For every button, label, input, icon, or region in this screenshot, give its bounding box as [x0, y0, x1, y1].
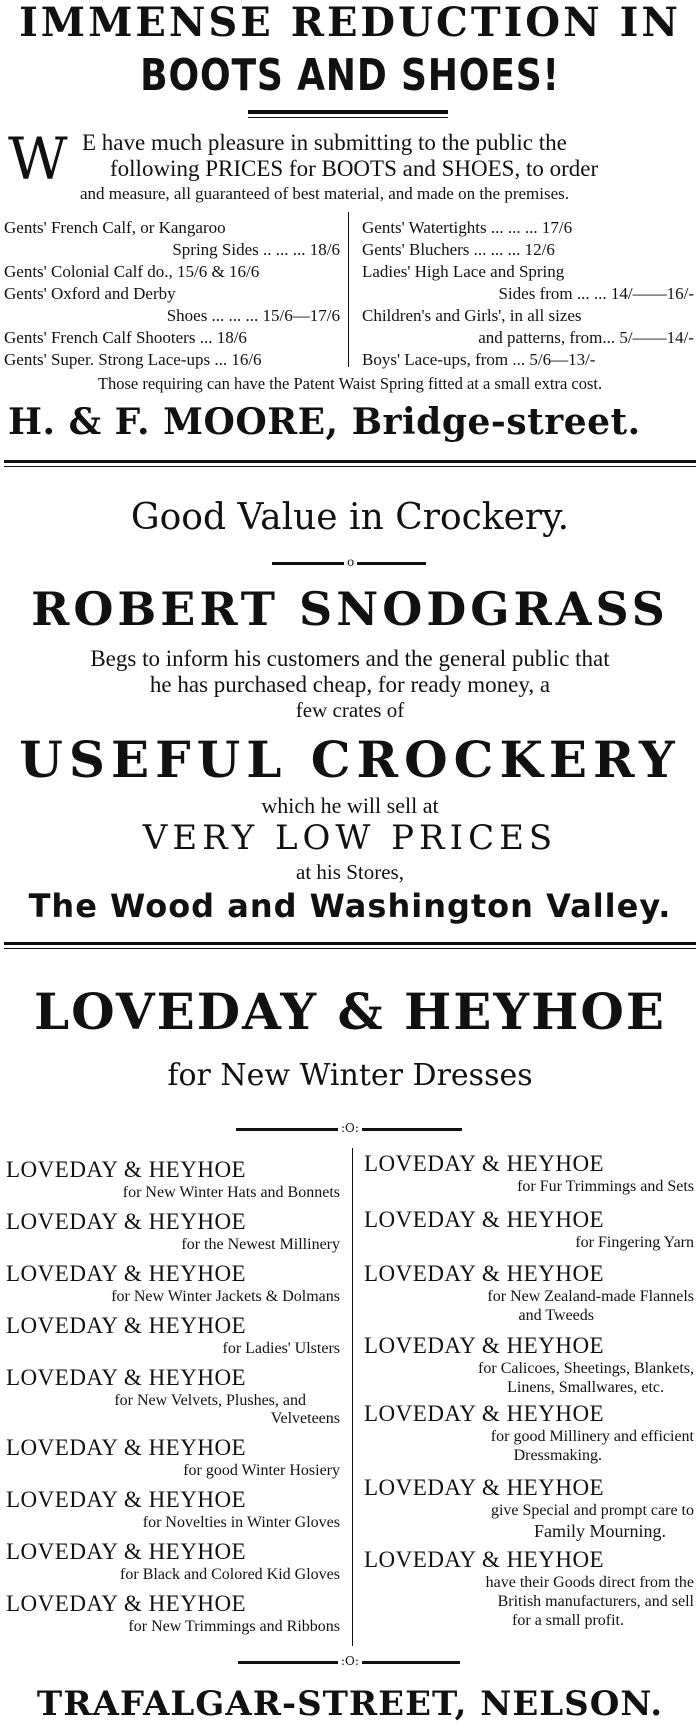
intro-line-3: and measure, all guaranteed of best material, and made on the premises.: [80, 184, 570, 203]
entry-name: LOVEDAY & HEYHOE: [6, 1365, 247, 1390]
intro-line-1: E have much pleasure in submitting to the public the: [82, 130, 567, 155]
crockery-location: The Wood and Washington Valley.: [28, 887, 672, 925]
entry-detail: for the Newest Millinery: [181, 1236, 340, 1253]
entry-name: LOVEDAY & HEYHOE: [364, 1333, 605, 1358]
entry-detail: Linens, Smallwares, etc.: [507, 1379, 664, 1396]
price-line: Children's and Girls', in all sizes: [362, 306, 582, 325]
boots-divider-thin: [248, 117, 448, 118]
price-line: Boys' Lace-ups, from ... 5/6—13/-: [362, 350, 596, 369]
crockery-line-3: few crates of: [295, 698, 405, 722]
entry-detail: for a small profit.: [512, 1612, 624, 1629]
crockery-line-2: he has purchased cheap, for ready money, a: [149, 672, 551, 697]
price-line: Spring Sides .. ... ... 18/6: [172, 240, 340, 259]
loveday-headline: LOVEDAY & HEYHOE: [34, 982, 666, 1041]
boots-signature: H. & F. MOORE, Bridge-street.: [8, 401, 641, 443]
entry-detail: for New Winter Hats and Bonnets: [122, 1184, 340, 1201]
price-line: Gents' Watertights ... ... ... 17/6: [362, 218, 573, 237]
price-line: Ladies' High Lace and Spring: [362, 262, 565, 281]
entry-detail: Dressmaking.: [513, 1447, 602, 1464]
entry-detail: and Tweeds: [518, 1307, 594, 1324]
entry-name: LOVEDAY & HEYHOE: [6, 1209, 247, 1234]
entry-detail: for good Winter Hosiery: [183, 1462, 340, 1479]
entry-detail: for Novelties in Winter Gloves: [142, 1514, 340, 1531]
crockery-line-5: at his Stores,: [296, 860, 404, 884]
entry-detail: have their Goods direct from the: [485, 1574, 694, 1591]
ornament-mark: o: [344, 556, 357, 568]
price-line: Gents' Super. Strong Lace-ups ... 16/6: [4, 350, 262, 369]
crockery-prices: VERY LOW PRICES: [142, 818, 558, 858]
entry-name: LOVEDAY & HEYHOE: [6, 1157, 247, 1182]
crockery-line-4: which he will sell at: [261, 793, 439, 818]
entry-detail: Velveteens: [270, 1410, 340, 1427]
price-line: Gents' Oxford and Derby: [4, 284, 176, 303]
entry-detail: for Ladies' Ulsters: [222, 1340, 340, 1357]
intro-line-2: following PRICES for BOOTS and SHOES, to order: [110, 156, 599, 181]
entry-detail: for New Trimmings and Ribbons: [128, 1618, 340, 1635]
entry-name: LOVEDAY & HEYHOE: [364, 1401, 605, 1426]
price-line: Gents' Colonial Calf do., 15/6 & 16/6: [4, 262, 260, 281]
entry-detail: for New Zealand-made Flannels: [487, 1288, 694, 1305]
ornament-mark: :O:: [338, 1122, 362, 1134]
entry-detail: give Special and prompt care to: [490, 1502, 694, 1519]
section-rule: [4, 460, 696, 463]
loveday-subhead: for New Winter Dresses: [167, 1058, 533, 1093]
entry-detail: for New Winter Jackets & Dolmans: [111, 1288, 340, 1305]
intro-drop-cap: W: [8, 125, 68, 193]
section-rule: [4, 942, 696, 945]
crockery-line-1: Begs to inform his customers and the general public that: [90, 646, 610, 671]
boots-divider: [248, 110, 448, 114]
boots-note: Those requiring can have the Patent Waist Spring fitted at a small extra cost.: [97, 374, 603, 393]
entry-name: LOVEDAY & HEYHOE: [364, 1475, 605, 1500]
boots-headline: IMMENSE REDUCTION IN: [19, 0, 681, 46]
entry-name: LOVEDAY & HEYHOE: [364, 1547, 605, 1572]
entry-detail: for Calicoes, Sheetings, Blankets,: [478, 1360, 694, 1377]
section-rule-thin: [4, 948, 696, 949]
price-line: and patterns, from... 5/——14/-: [478, 328, 694, 347]
entry-name: LOVEDAY & HEYHOE: [6, 1313, 247, 1338]
price-line: Gents' French Calf Shooters ... 18/6: [4, 328, 247, 347]
entry-detail: for good Millinery and efficient: [490, 1428, 694, 1445]
price-line: Shoes ... ... ... 15/6—17/6: [166, 306, 340, 325]
entry-detail: for Black and Colored Kid Gloves: [120, 1566, 340, 1583]
loveday-column-divider: [352, 1148, 353, 1646]
price-list-divider: [348, 212, 349, 367]
ornament-mark: :O:: [338, 1655, 362, 1667]
price-line: Gents' French Calf, or Kangaroo: [4, 218, 226, 237]
entry-detail: for Fur Trimmings and Sets: [517, 1178, 694, 1195]
price-line: Gents' Bluchers ... ... ... 12/6: [362, 240, 555, 259]
crockery-big-title: USEFUL CROCKERY: [19, 730, 681, 789]
entry-name: LOVEDAY & HEYHOE: [364, 1151, 605, 1176]
boots-subhead: BOOTS AND SHOES!: [140, 50, 560, 101]
entry-name: LOVEDAY & HEYHOE: [364, 1261, 605, 1286]
entry-detail: for New Velvets, Plushes, and: [114, 1392, 306, 1409]
entry-name: LOVEDAY & HEYHOE: [6, 1591, 247, 1616]
section-rule-thin: [4, 466, 696, 467]
entry-name: LOVEDAY & HEYHOE: [6, 1539, 247, 1564]
entry-detail: for Fingering Yarn: [575, 1234, 694, 1251]
entry-name: LOVEDAY & HEYHOE: [6, 1435, 247, 1460]
entry-name: LOVEDAY & HEYHOE: [6, 1487, 247, 1512]
entry-name: LOVEDAY & HEYHOE: [6, 1261, 247, 1286]
crockery-merchant-name: ROBERT SNODGRASS: [31, 582, 669, 636]
crockery-headline: Good Value in Crockery.: [130, 497, 570, 538]
price-line: Sides from ... ... 14/——16/-: [498, 284, 694, 303]
entry-detail: British manufacturers, and sell: [497, 1593, 694, 1610]
entry-name: LOVEDAY & HEYHOE: [364, 1207, 605, 1232]
entry-detail: Family Mourning.: [533, 1521, 666, 1541]
footer-address: TRAFALGAR-STREET, NELSON.: [36, 1684, 664, 1724]
